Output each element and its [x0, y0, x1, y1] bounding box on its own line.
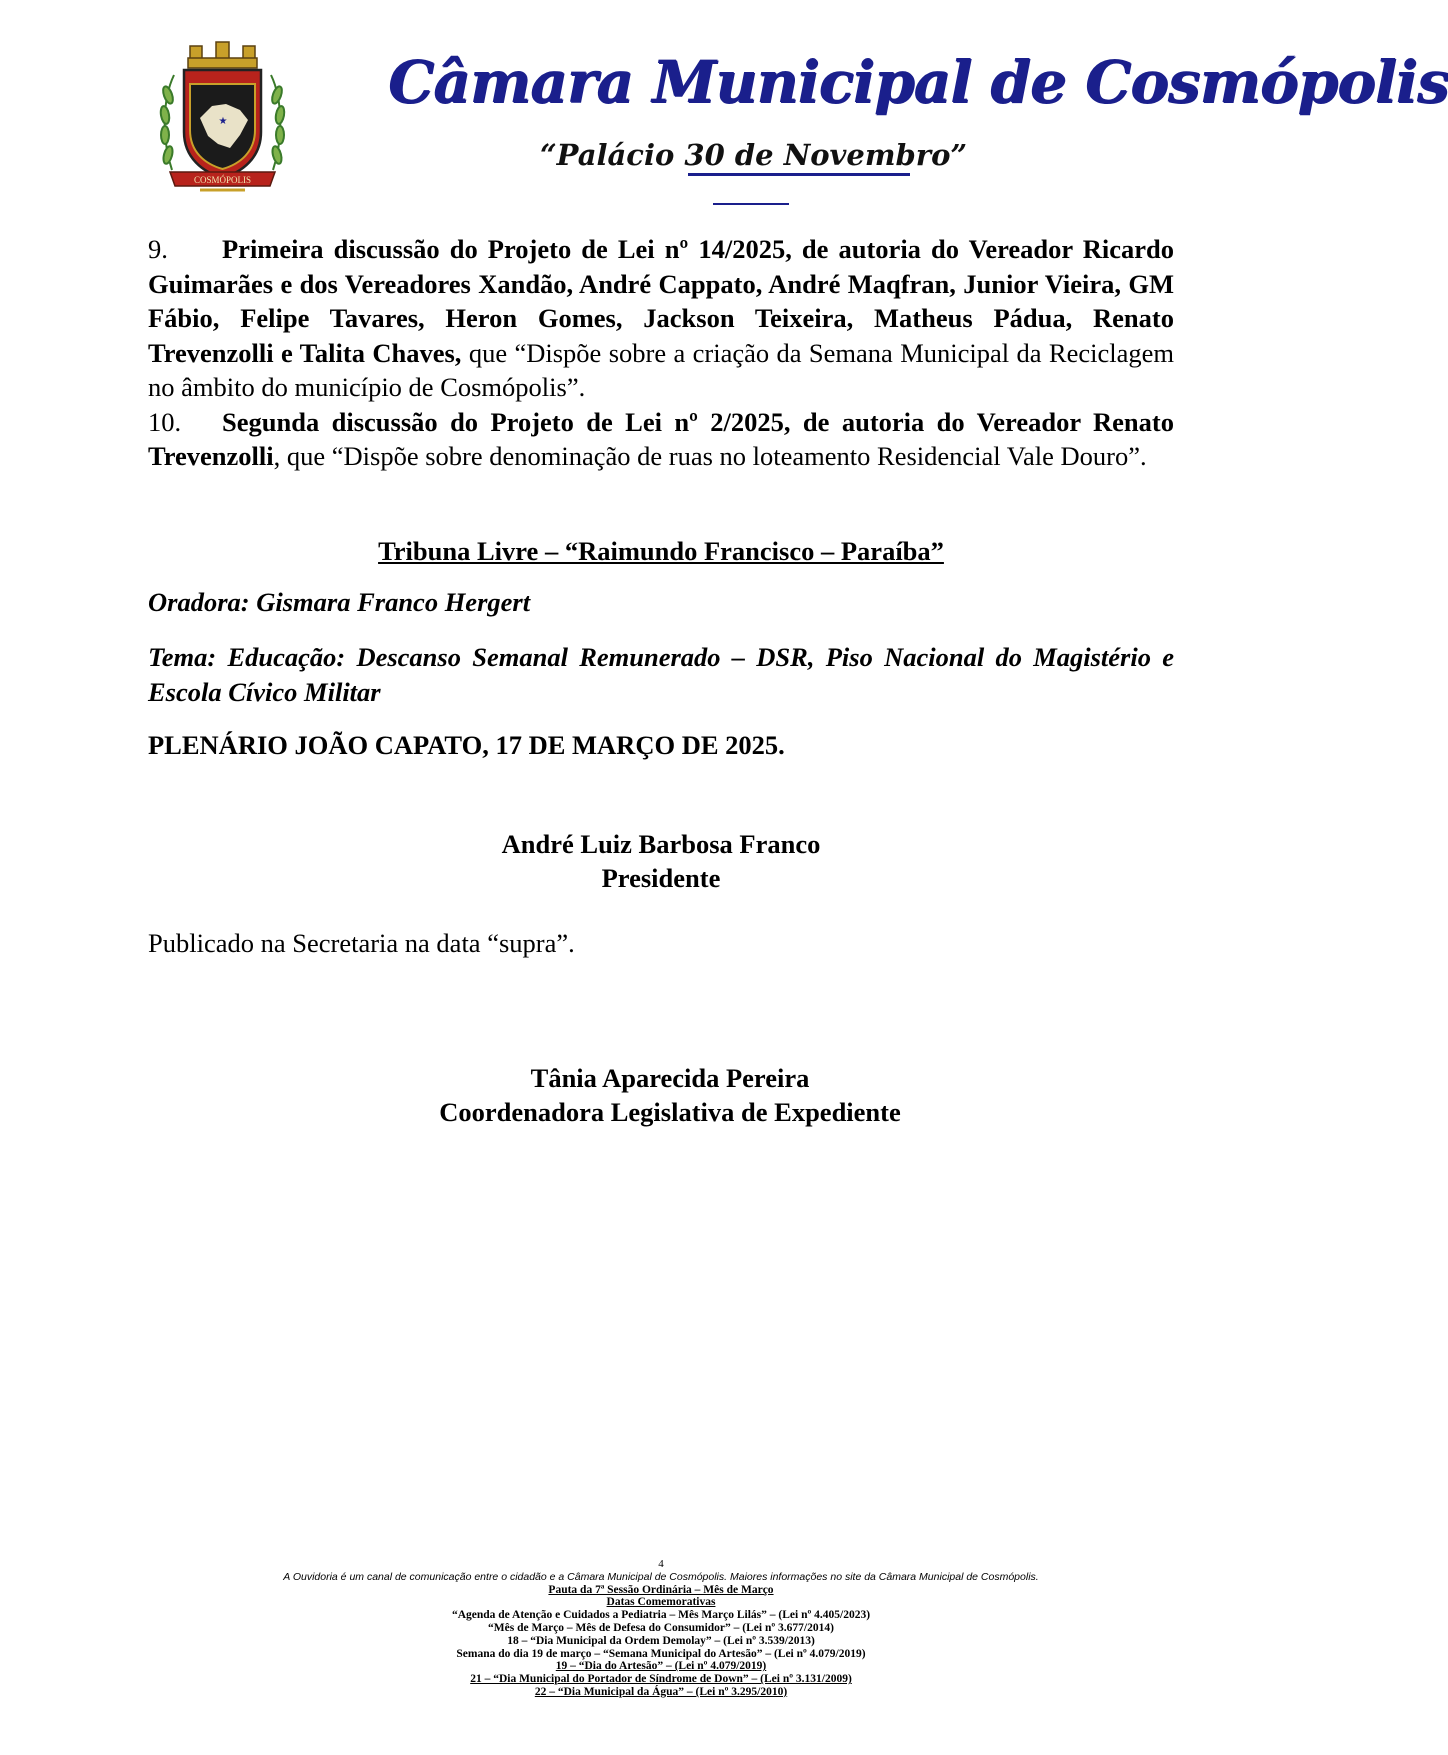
footer-date-line: 19 – “Dia do Artesão” – (Lei nº 4.079/2019)	[555, 1660, 767, 1673]
footer-date-line: Semana do dia 19 de março – “Semana Municipal do Artesão” – (Lei nº 4.079/2019)	[456, 1647, 866, 1660]
footer-date-line: 18 – “Dia Municipal da Ordem Demolay” – (Lei nº 3.539/2013)	[507, 1634, 815, 1647]
publication-note: Publicado na Secretaria na data “supra”.	[148, 928, 575, 958]
signature-role: Presidente	[601, 863, 721, 893]
item-number: 10.	[148, 406, 182, 437]
page-footer	[148, 1558, 1174, 1699]
plenario-date: PLENÁRIO JOÃO CAPATO, 17 DE MARÇO DE 2025.	[148, 730, 785, 760]
item-number: 9.	[148, 234, 168, 264]
item-text: , que “Dispõe sobre denominação de ruas no loteamento Residencial Vale Douro”.	[273, 441, 1147, 471]
footer-date-line: “Agenda de Atenção e Cuidados a Pediatria – Mês Março Lilás” – (Lei nº 4.405/2023)	[451, 1609, 871, 1622]
signature-name: Tânia Aparecida Pereira	[530, 1063, 810, 1093]
crest-ribbon-text: COSMÓPOLIS	[193, 175, 252, 185]
oradora-line: Oradora: Gismara Franco Hergert	[148, 587, 531, 617]
pauta-line: Pauta da 7ª Sessão Ordinária – Mês de Março	[548, 1583, 774, 1596]
signature-president	[148, 827, 1174, 895]
item-text: que “Dispõe sobre a criação da Semana Municipal da Reciclagem no âmbito do município de Cosmópolis”.	[148, 337, 1174, 402]
footer-date-line: 22 – “Dia Municipal da Água” – (Lei nº 3.295/2010)	[534, 1685, 788, 1698]
organization-subtitle: “Palácio 30 de Novembro”	[540, 138, 968, 172]
agenda-items	[148, 232, 1174, 474]
footer-date-line: 21 – “Dia Municipal do Portador de Síndrome de Down” – (Lei nº 3.131/2009)	[470, 1673, 852, 1686]
organization-title: Câmara Municipal de Cosmópolis	[388, 48, 1448, 116]
ouvidoria-note: A Ouvidoria é um canal de comunicação entre o cidadão e a Câmara Municipal de Cosmópolis. Maiores informações no site da Câmara Municipal de Cosmópolis.	[283, 1570, 1039, 1583]
svg-text:★: ★	[218, 116, 228, 127]
signature-name: André Luiz Barbosa Franco	[501, 829, 821, 859]
item-bold-text: Primeira discussão do Projeto de Lei nº 14/2025, de autoria do Vereador Ricardo Guimarães e dos Vereadores Xandão, André Cappato, André Maqfran, Junior Vieira, GM Fábio, Felipe Tavares, Heron Gomes, Jackson Teixeira, Matheus Pádua, Renato Trevenzolli e Talita Chaves,	[148, 234, 1174, 368]
footer-date-line: “Mês de Março – Mês de Defesa do Consumidor” – (Lei nº 3.677/2014)	[488, 1621, 834, 1634]
agenda-item-10	[148, 405, 1174, 474]
page-header	[0, 0, 1448, 215]
page-number: 4	[658, 1558, 664, 1570]
item-bold-text: Segunda discussão do Projeto de Lei nº 2/2025, de autoria do Vereador Renato Trevenzolli	[148, 406, 1174, 471]
tema-line: Tema: Educação: Descanso Semanal Remunerado – DSR, Piso Nacional do Magistério e Escola Cívico Militar	[148, 642, 1174, 707]
subtitle-underline	[688, 173, 910, 176]
datas-title: Datas Comemorativas	[606, 1596, 716, 1609]
agenda-item-9	[148, 232, 1174, 405]
coat-of-arms-icon	[160, 40, 285, 195]
signature-role: Coordenadora Legislativa de Expediente	[439, 1097, 901, 1127]
signature-coordinator	[220, 1061, 1120, 1129]
subtitle-underline-short	[713, 203, 789, 205]
tribuna-livre-heading: Tribuna Livre – “Raimundo Francisco – Paraíba”	[378, 536, 944, 566]
